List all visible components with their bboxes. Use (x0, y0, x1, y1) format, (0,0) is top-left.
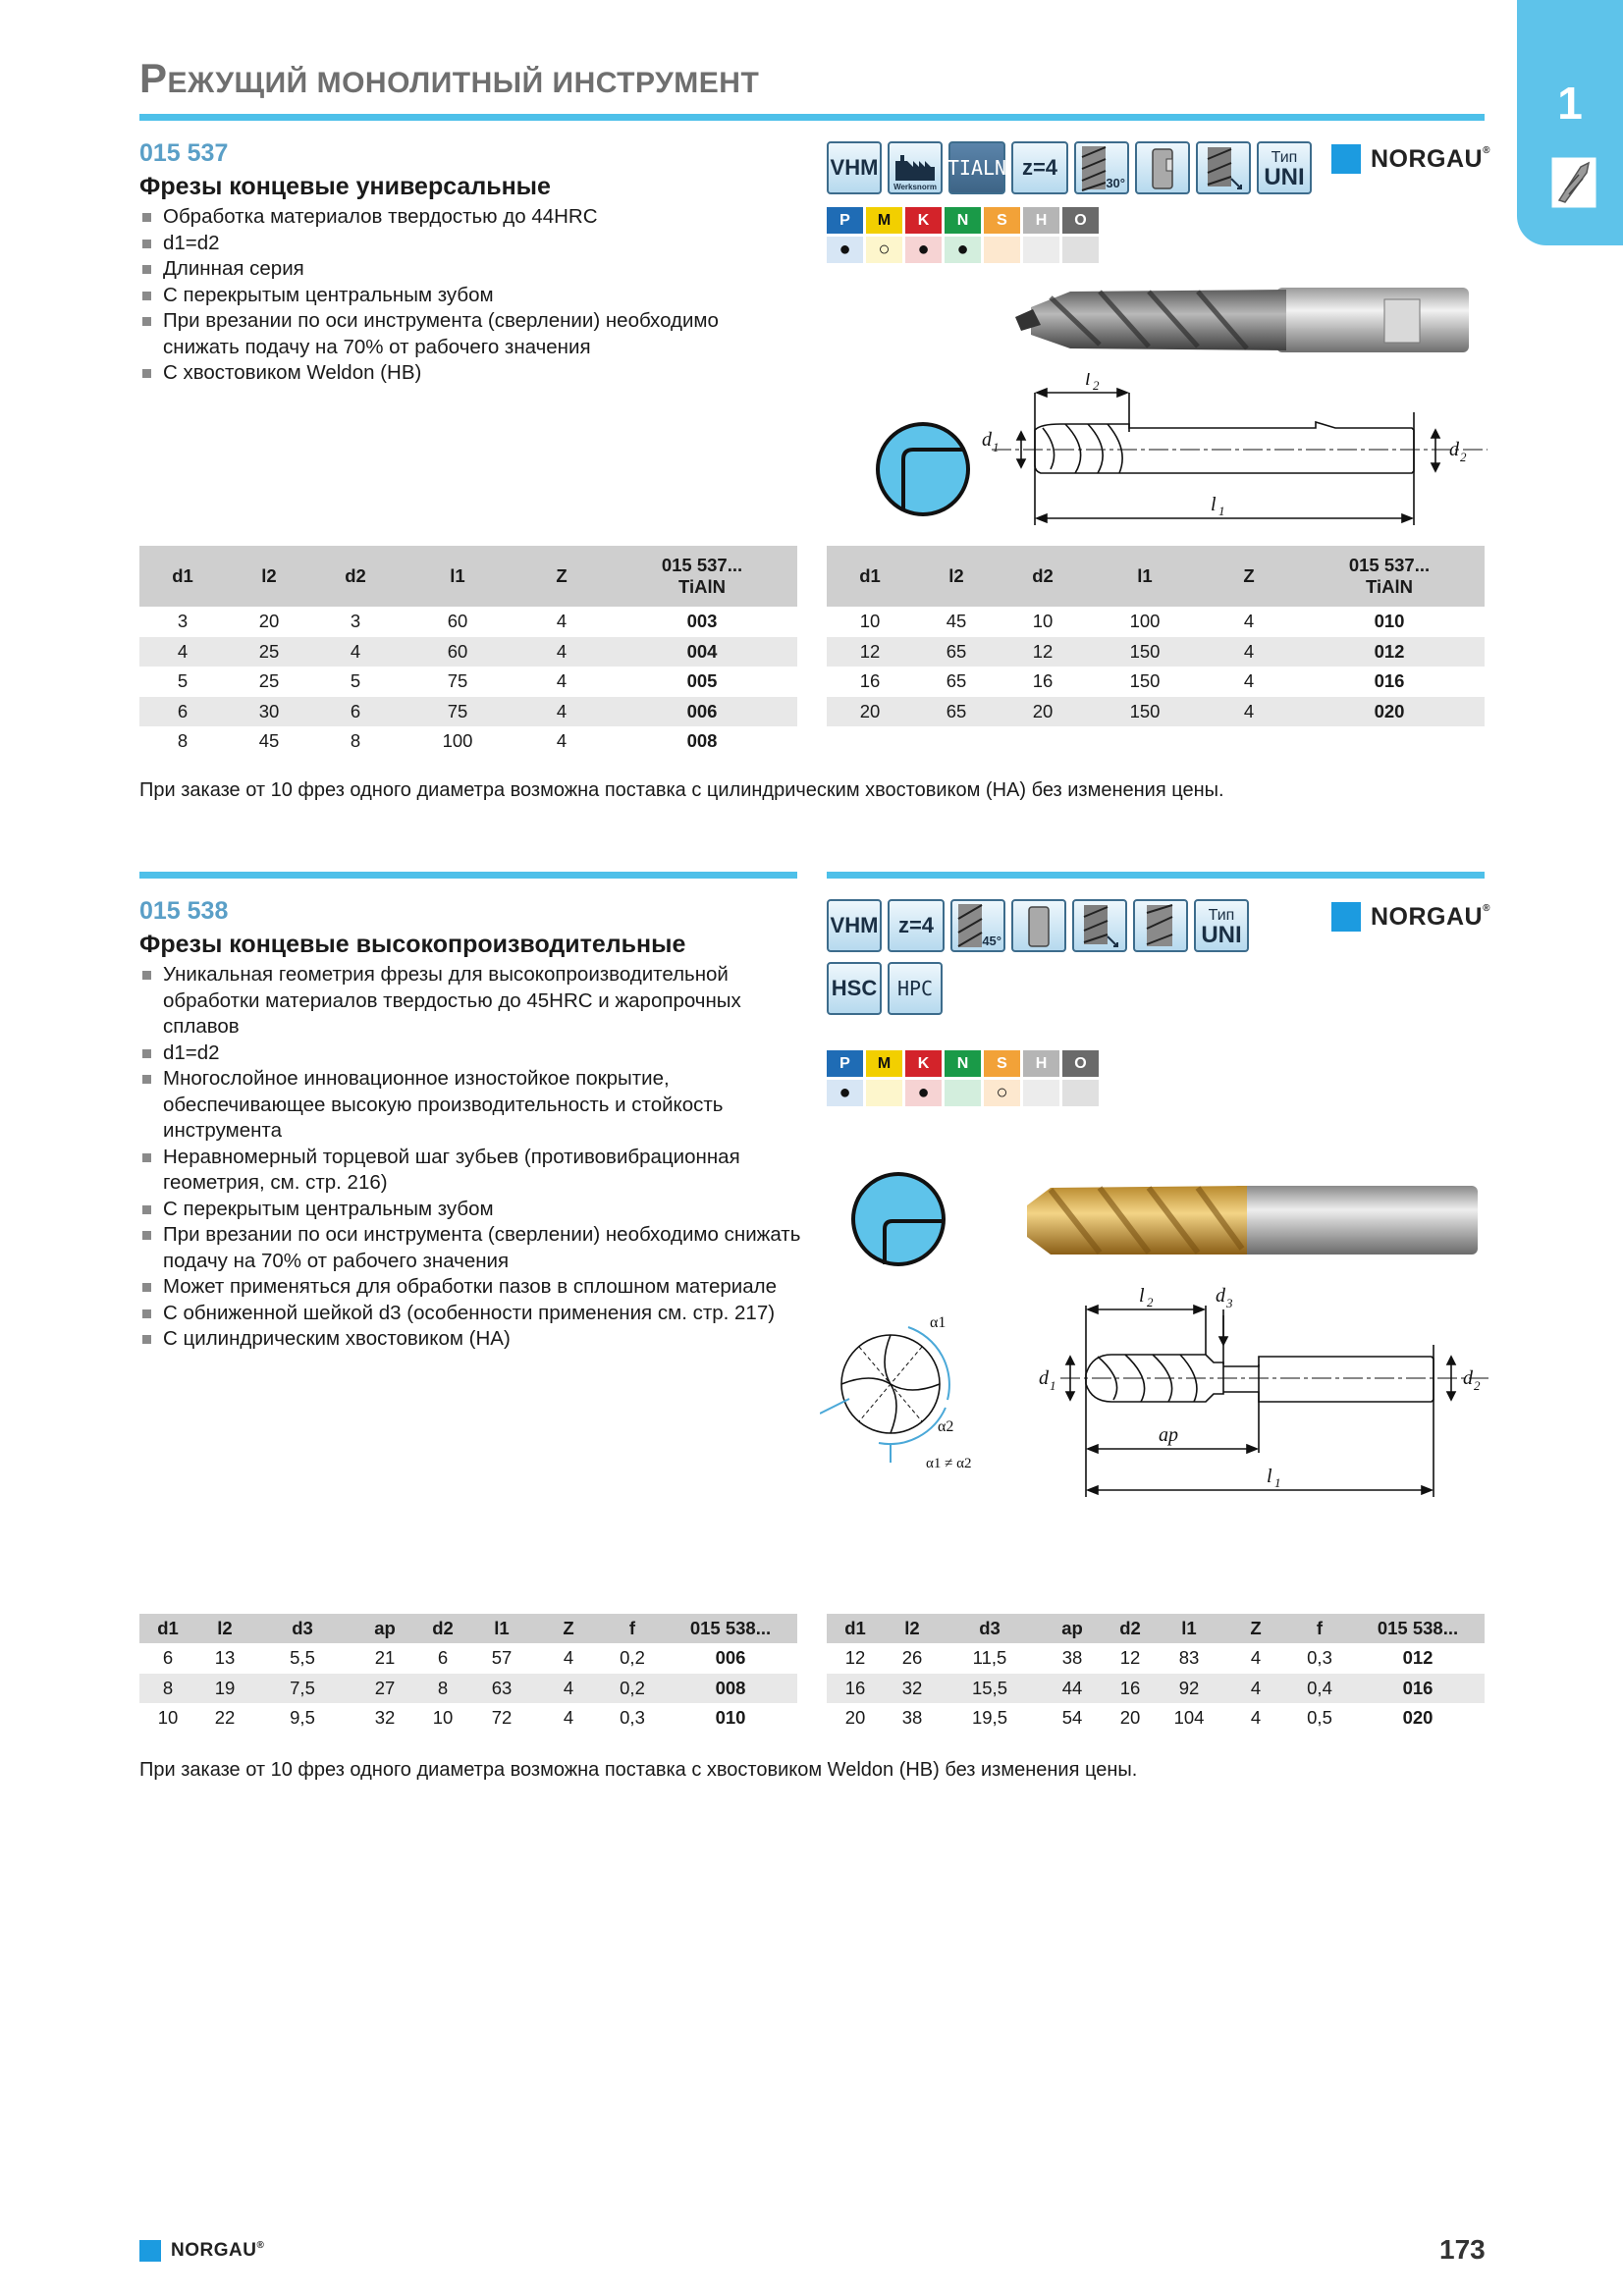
col-header: d2 (1106, 1614, 1155, 1643)
col-header: d2 (312, 546, 399, 607)
section2-material-grid (827, 1050, 1102, 1106)
werksnorm-badge: Werksnorm (888, 141, 943, 194)
svg-text:l: l (1267, 1466, 1272, 1487)
end-mill-photo (1011, 280, 1473, 363)
feature-item: Уникальная геометрия фрезы для высокопроизводительной обработки материалов твердостью до 45HRC и жаропрочных сплавов (139, 962, 807, 1041)
col-header: d2 (418, 1614, 467, 1643)
table-row: 20 38 19,5 54 20 104 4 0,5 020 (844, 1707, 1434, 1729)
col-header: d1 (139, 1614, 196, 1643)
unequal-pitch-badge (1133, 899, 1188, 952)
table-row: 6 13 5,5 21 6 57 4 0,2 006 (162, 1647, 746, 1669)
hsc-badge: HSC (827, 962, 882, 1015)
section1-table-right (827, 546, 1485, 726)
feature-item: Обработка материалов твердостью до 44HRC (139, 204, 778, 231)
suitability-O (1061, 236, 1101, 264)
table-row: 10 45 10 100 4 010 (859, 611, 1405, 632)
norgau-logo: NORGAU® (1331, 144, 1490, 174)
corner-profile-icon (874, 420, 972, 523)
col-header: Z (1223, 1614, 1288, 1643)
type-uni-badge: Тип UNI (1194, 899, 1249, 952)
table-row: 12 26 11,5 38 12 83 4 0,3 012 (844, 1647, 1434, 1669)
suitability-H (1022, 236, 1061, 264)
suitability-S (983, 236, 1022, 264)
center-cutting-badge (1072, 899, 1127, 952)
table-row: 12 65 12 150 4 012 (827, 637, 1485, 667)
table-row: 16 32 15,5 44 16 92 4 0,4 016 (827, 1674, 1485, 1704)
col-header: l2 (913, 546, 1000, 607)
table-row: 5 25 5 75 4 005 (177, 670, 718, 692)
table-row: 8 19 7,5 27 8 63 4 0,2 008 (139, 1674, 797, 1704)
feature-item: Многослойное инновационное изностойкое покрытие, обеспечивающее высокую производительность и стойкость инструмента (139, 1066, 807, 1145)
col-header: d3 (941, 1614, 1039, 1643)
svg-text:d: d (1216, 1286, 1225, 1307)
unequal-pitch-icon (1139, 903, 1182, 948)
table-row: 10 22 9,5 32 10 72 4 0,3 010 (157, 1707, 746, 1729)
col-header: l2 (226, 546, 312, 607)
alpha2-label: α2 (938, 1418, 954, 1435)
feature-item: С цилиндрическим хвостовиком (HA) (139, 1326, 807, 1353)
section2-table-right (827, 1614, 1485, 1734)
section1-material-grid (827, 207, 1102, 263)
col-header: d3 (253, 1614, 352, 1643)
feature-item: Неравномерный торцевой шаг зубьев (противовибрационная геометрия, см. стр. 216) (139, 1145, 807, 1197)
teeth-count-badge: z=4 (1011, 141, 1068, 194)
section2-badges (827, 899, 1249, 952)
col-header: l1 (1086, 546, 1204, 607)
material-P: P (827, 1050, 865, 1079)
material-K: K (904, 207, 944, 236)
section1-features (139, 204, 778, 387)
section2-title: Фрезы концевые высокопроизводительные (139, 931, 686, 958)
feature-item: При врезании по оси инструмента (сверлении) необходимо снижать подачу на 70% от рабочего значения (139, 308, 778, 360)
alpha1-label: α1 (930, 1314, 947, 1331)
feature-item: При врезании по оси инструмента (сверлении) необходимо снижать подачу на 70% от рабочего значения (139, 1222, 807, 1274)
table-row: 3 20 3 60 4 003 (177, 611, 718, 632)
section1-title: Фрезы концевые универсальные (139, 173, 551, 200)
table-row: 8 45 8 100 4 008 (177, 730, 718, 752)
section2-dimension-drawing (1031, 1286, 1492, 1507)
section1-dimension-drawing (982, 373, 1492, 535)
feature-item: d1=d2 (139, 1041, 807, 1067)
table-row: 4 25 4 60 4 004 (139, 637, 797, 667)
section2-table-left (139, 1614, 797, 1734)
suitability-N (944, 1079, 983, 1107)
col-header: l1 (467, 1614, 536, 1643)
svg-text:l: l (1085, 373, 1091, 390)
norgau-logo: NORGAU® (1331, 902, 1490, 932)
weldon-shank-badge (1135, 141, 1190, 194)
col-header: ap (1039, 1614, 1106, 1643)
footer-norgau-logo: NORGAU® (139, 2240, 264, 2262)
cylindrical-shank-badge (1011, 899, 1066, 952)
feature-item: Длинная серия (139, 256, 778, 283)
teeth-count-badge: z=4 (888, 899, 945, 952)
tialn-coating-badge: TIALN (948, 141, 1005, 194)
suitability-S: ○ (983, 1079, 1022, 1107)
svg-text:3: 3 (1226, 1296, 1233, 1310)
material-S: S (983, 207, 1022, 236)
col-header: l2 (196, 1614, 253, 1643)
center-cutting-icon (1202, 145, 1245, 190)
col-header: Z (1204, 546, 1294, 607)
material-O: O (1061, 1050, 1101, 1079)
section2-rule-right (827, 872, 1485, 879)
suitability-K: ● (904, 1079, 944, 1107)
section2-badges-row2 (827, 962, 943, 1015)
end-mill-icon (1551, 157, 1596, 213)
material-N: N (944, 1050, 983, 1079)
end-face-drawing (820, 1306, 987, 1487)
svg-text:l: l (1211, 494, 1217, 515)
suitability-P: ● (827, 1079, 865, 1107)
material-H: H (1022, 207, 1061, 236)
material-H: H (1022, 1050, 1061, 1079)
col-header: l1 (1155, 1614, 1223, 1643)
section1-code: 015 537 (139, 139, 229, 167)
material-S: S (983, 1050, 1022, 1079)
suitability-K: ● (904, 236, 944, 264)
title-rule (139, 114, 1485, 121)
svg-text:2: 2 (1460, 450, 1467, 464)
svg-text:d: d (982, 429, 992, 451)
page-title: РЕЖУЩИЙ МОНОЛИТНЫЙ ИНСТРУМЕНТ (139, 55, 760, 101)
hpc-badge: HPC (888, 962, 943, 1015)
section2-features (139, 962, 807, 1353)
vhm-badge: VHM (827, 899, 882, 952)
section2-note: При заказе от 10 фрез одного диаметра возможна поставка с хвостовиком Weldon (HB) без изменения цены. (139, 1759, 1138, 1781)
section1-note: При заказе от 10 фрез одного диаметра возможна поставка с цилиндрическим хвостовиком (HA) без изменения цены. (139, 779, 1224, 801)
center-cutting-badge (1196, 141, 1251, 194)
material-M: M (865, 207, 904, 236)
material-N: N (944, 207, 983, 236)
svg-text:2: 2 (1093, 378, 1100, 393)
center-cutting-icon (1078, 903, 1121, 948)
svg-text:1: 1 (1274, 1475, 1281, 1490)
helix-angle-badge: 45° (950, 899, 1005, 952)
chapter-number: 1 (1557, 78, 1583, 129)
helix-angle-badge: 30° (1074, 141, 1129, 194)
col-header-article: 015 538... (1351, 1614, 1485, 1643)
col-header: f (1288, 1614, 1351, 1643)
svg-text:ap: ap (1159, 1424, 1178, 1446)
col-header: Z (536, 1614, 601, 1643)
material-P: P (827, 207, 865, 236)
col-header-article: 015 537... TiAlN (1294, 546, 1485, 607)
svg-text:d: d (1039, 1367, 1049, 1389)
table-row: 6 30 6 75 4 006 (139, 697, 797, 727)
feature-item: Может применяться для обработки пазов в сплошном материале (139, 1274, 807, 1301)
feature-item: С перекрытым центральным зубом (139, 283, 778, 309)
end-mill-gold-photo (1021, 1176, 1483, 1269)
col-header: d1 (827, 546, 913, 607)
col-header: d2 (1000, 546, 1086, 607)
feature-item: С обниженной шейкой d3 (особенности применения см. стр. 217) (139, 1301, 807, 1327)
svg-text:2: 2 (1474, 1378, 1481, 1393)
col-header: ap (352, 1614, 418, 1643)
type-uni-badge: Тип UNI (1257, 141, 1312, 194)
feature-item: d1=d2 (139, 231, 778, 257)
svg-text:l: l (1139, 1286, 1145, 1307)
section1-badges (827, 141, 1312, 194)
section2-rule-left (139, 872, 797, 879)
svg-text:2: 2 (1147, 1295, 1154, 1309)
svg-text:1: 1 (1218, 504, 1225, 518)
suitability-M (865, 1079, 904, 1107)
feature-item: С хвостовиком Weldon (HB) (139, 360, 778, 387)
section2-code: 015 538 (139, 897, 229, 925)
col-header-article: 015 538... (664, 1614, 797, 1643)
col-header: d1 (827, 1614, 884, 1643)
svg-text:d: d (1463, 1367, 1473, 1389)
material-O: O (1061, 207, 1101, 236)
suitability-H (1022, 1079, 1061, 1107)
cylindrical-shank-icon (1019, 903, 1058, 948)
page-number: 173 (1439, 2234, 1486, 2265)
col-header: d1 (139, 546, 226, 607)
col-header: f (601, 1614, 664, 1643)
svg-text:1: 1 (993, 440, 1000, 454)
col-header: Z (516, 546, 607, 607)
col-header: l1 (399, 546, 516, 607)
vhm-badge: VHM (827, 141, 882, 194)
suitability-P: ● (827, 236, 865, 264)
table-row: 16 65 16 150 4 016 (859, 670, 1405, 692)
factory-icon (893, 153, 937, 183)
feature-item: С перекрытым центральным зубом (139, 1197, 807, 1223)
weldon-shank-icon (1143, 145, 1182, 190)
section1-table-left (139, 546, 797, 757)
material-K: K (904, 1050, 944, 1079)
alpha-inequality-label: α1 ≠ α2 (926, 1456, 972, 1471)
corner-profile-icon (849, 1170, 947, 1273)
svg-text:d: d (1449, 439, 1459, 460)
material-M: M (865, 1050, 904, 1079)
suitability-O (1061, 1079, 1101, 1107)
table-row: 20 65 20 150 4 020 (827, 697, 1485, 727)
col-header-article: 015 537... TiAlN (607, 546, 797, 607)
suitability-N: ● (944, 236, 983, 264)
svg-text:1: 1 (1050, 1378, 1056, 1393)
suitability-M: ○ (865, 236, 904, 264)
col-header: l2 (884, 1614, 941, 1643)
